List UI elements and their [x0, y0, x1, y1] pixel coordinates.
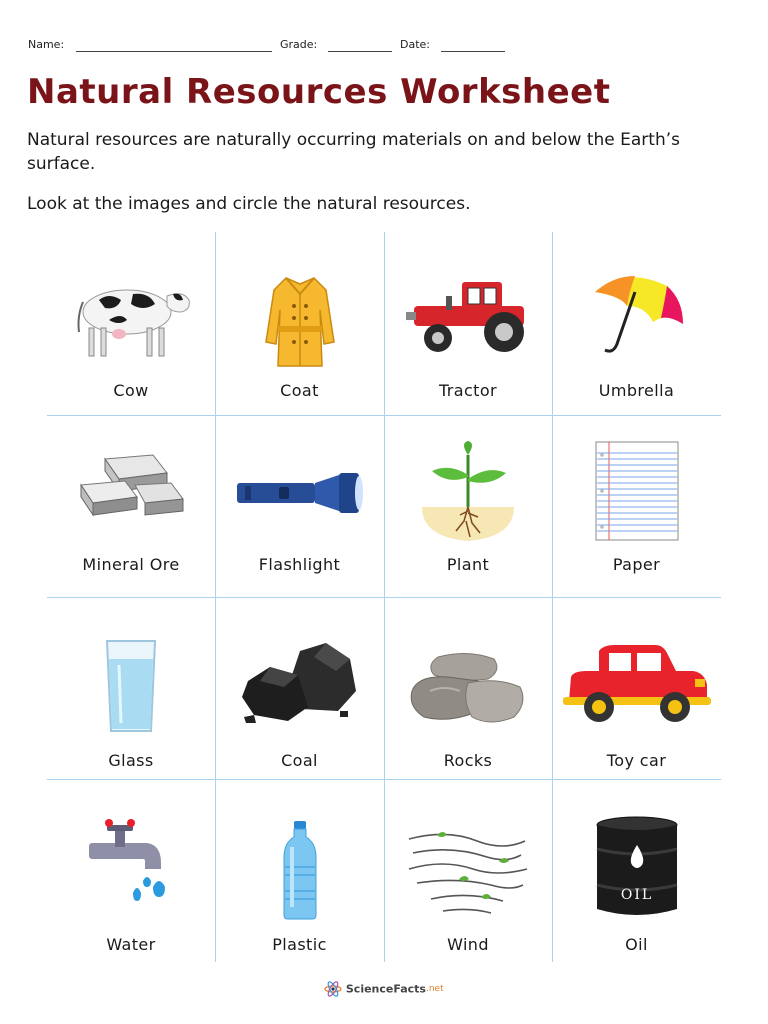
header-fields — [28, 38, 748, 56]
name-field-line[interactable] — [76, 51, 272, 52]
toy-car-icon — [563, 643, 711, 727]
water-tap-icon — [89, 817, 173, 913]
umbrella-icon — [587, 272, 687, 364]
item-label: Plant — [446, 555, 490, 574]
grid-cell-paper[interactable] — [552, 415, 721, 597]
instruction-text: Look at the images and circle the natural resources. — [27, 194, 471, 214]
item-label: Water — [106, 935, 156, 954]
grid-cell-mineral-ore[interactable] — [47, 415, 215, 597]
grid-cell-rocks[interactable] — [384, 597, 552, 779]
grid-cell-coal[interactable] — [215, 597, 384, 779]
glass-icon — [103, 639, 159, 733]
grade-label: Grade: — [280, 38, 318, 51]
grid-cell-flashlight[interactable] — [215, 415, 384, 597]
item-label: Tractor — [438, 381, 498, 400]
grid-cell-umbrella[interactable] — [552, 232, 721, 415]
grid-cell-water[interactable] — [47, 779, 215, 962]
footer-brand — [0, 980, 768, 998]
grid-cell-glass[interactable] — [47, 597, 215, 779]
name-label: Name: — [28, 38, 65, 51]
grid-cell-plastic[interactable] — [215, 779, 384, 962]
mineral-ore-icon — [75, 449, 187, 521]
plastic-bottle-icon — [282, 821, 318, 921]
plant-icon — [420, 441, 516, 545]
grid-cell-cow[interactable] — [47, 232, 215, 415]
grid-cell-toy-car[interactable] — [552, 597, 721, 779]
grid-cell-wind[interactable] — [384, 779, 552, 962]
grid-cell-tractor[interactable] — [384, 232, 552, 415]
grid-cell-coat[interactable] — [215, 232, 384, 415]
tractor-icon — [404, 276, 532, 356]
item-label: Umbrella — [598, 381, 675, 400]
item-label: Mineral Ore — [82, 555, 180, 574]
item-label: Coat — [280, 381, 319, 400]
intro-text: Natural resources are naturally occurring materials on and below the Earth’s surface. — [27, 130, 680, 174]
coat-icon — [260, 270, 340, 370]
item-label: Wind — [447, 935, 489, 954]
item-label: Toy car — [606, 751, 667, 770]
cow-icon — [69, 272, 193, 362]
item-label: Rocks — [443, 751, 493, 770]
resource-grid — [47, 232, 721, 962]
brand-suffix: .net — [425, 984, 444, 994]
grade-field-line[interactable] — [328, 51, 392, 52]
wind-icon — [407, 827, 529, 917]
grid-cell-plant[interactable] — [384, 415, 552, 597]
grid-cell-oil[interactable] — [552, 779, 721, 962]
flashlight-icon — [235, 473, 365, 513]
date-field-line[interactable] — [441, 51, 505, 52]
oil-barrel-icon — [594, 815, 680, 919]
rocks-icon — [408, 651, 528, 727]
item-label: Coal — [281, 751, 318, 770]
atom-logo-icon — [324, 980, 342, 998]
item-label: Plastic — [272, 935, 327, 954]
paper-icon — [595, 441, 679, 541]
item-label: Glass — [108, 751, 154, 770]
page-title: Natural Resources Worksheet — [27, 72, 611, 112]
coal-icon — [240, 641, 360, 725]
item-label: Flashlight — [258, 555, 341, 574]
barrel-lettering: OIL — [620, 887, 653, 903]
brand-name: ScienceFacts — [345, 982, 426, 996]
item-label: Cow — [113, 381, 149, 400]
item-label: Paper — [612, 555, 661, 574]
date-label: Date: — [400, 38, 430, 51]
item-label: Oil — [625, 935, 648, 954]
